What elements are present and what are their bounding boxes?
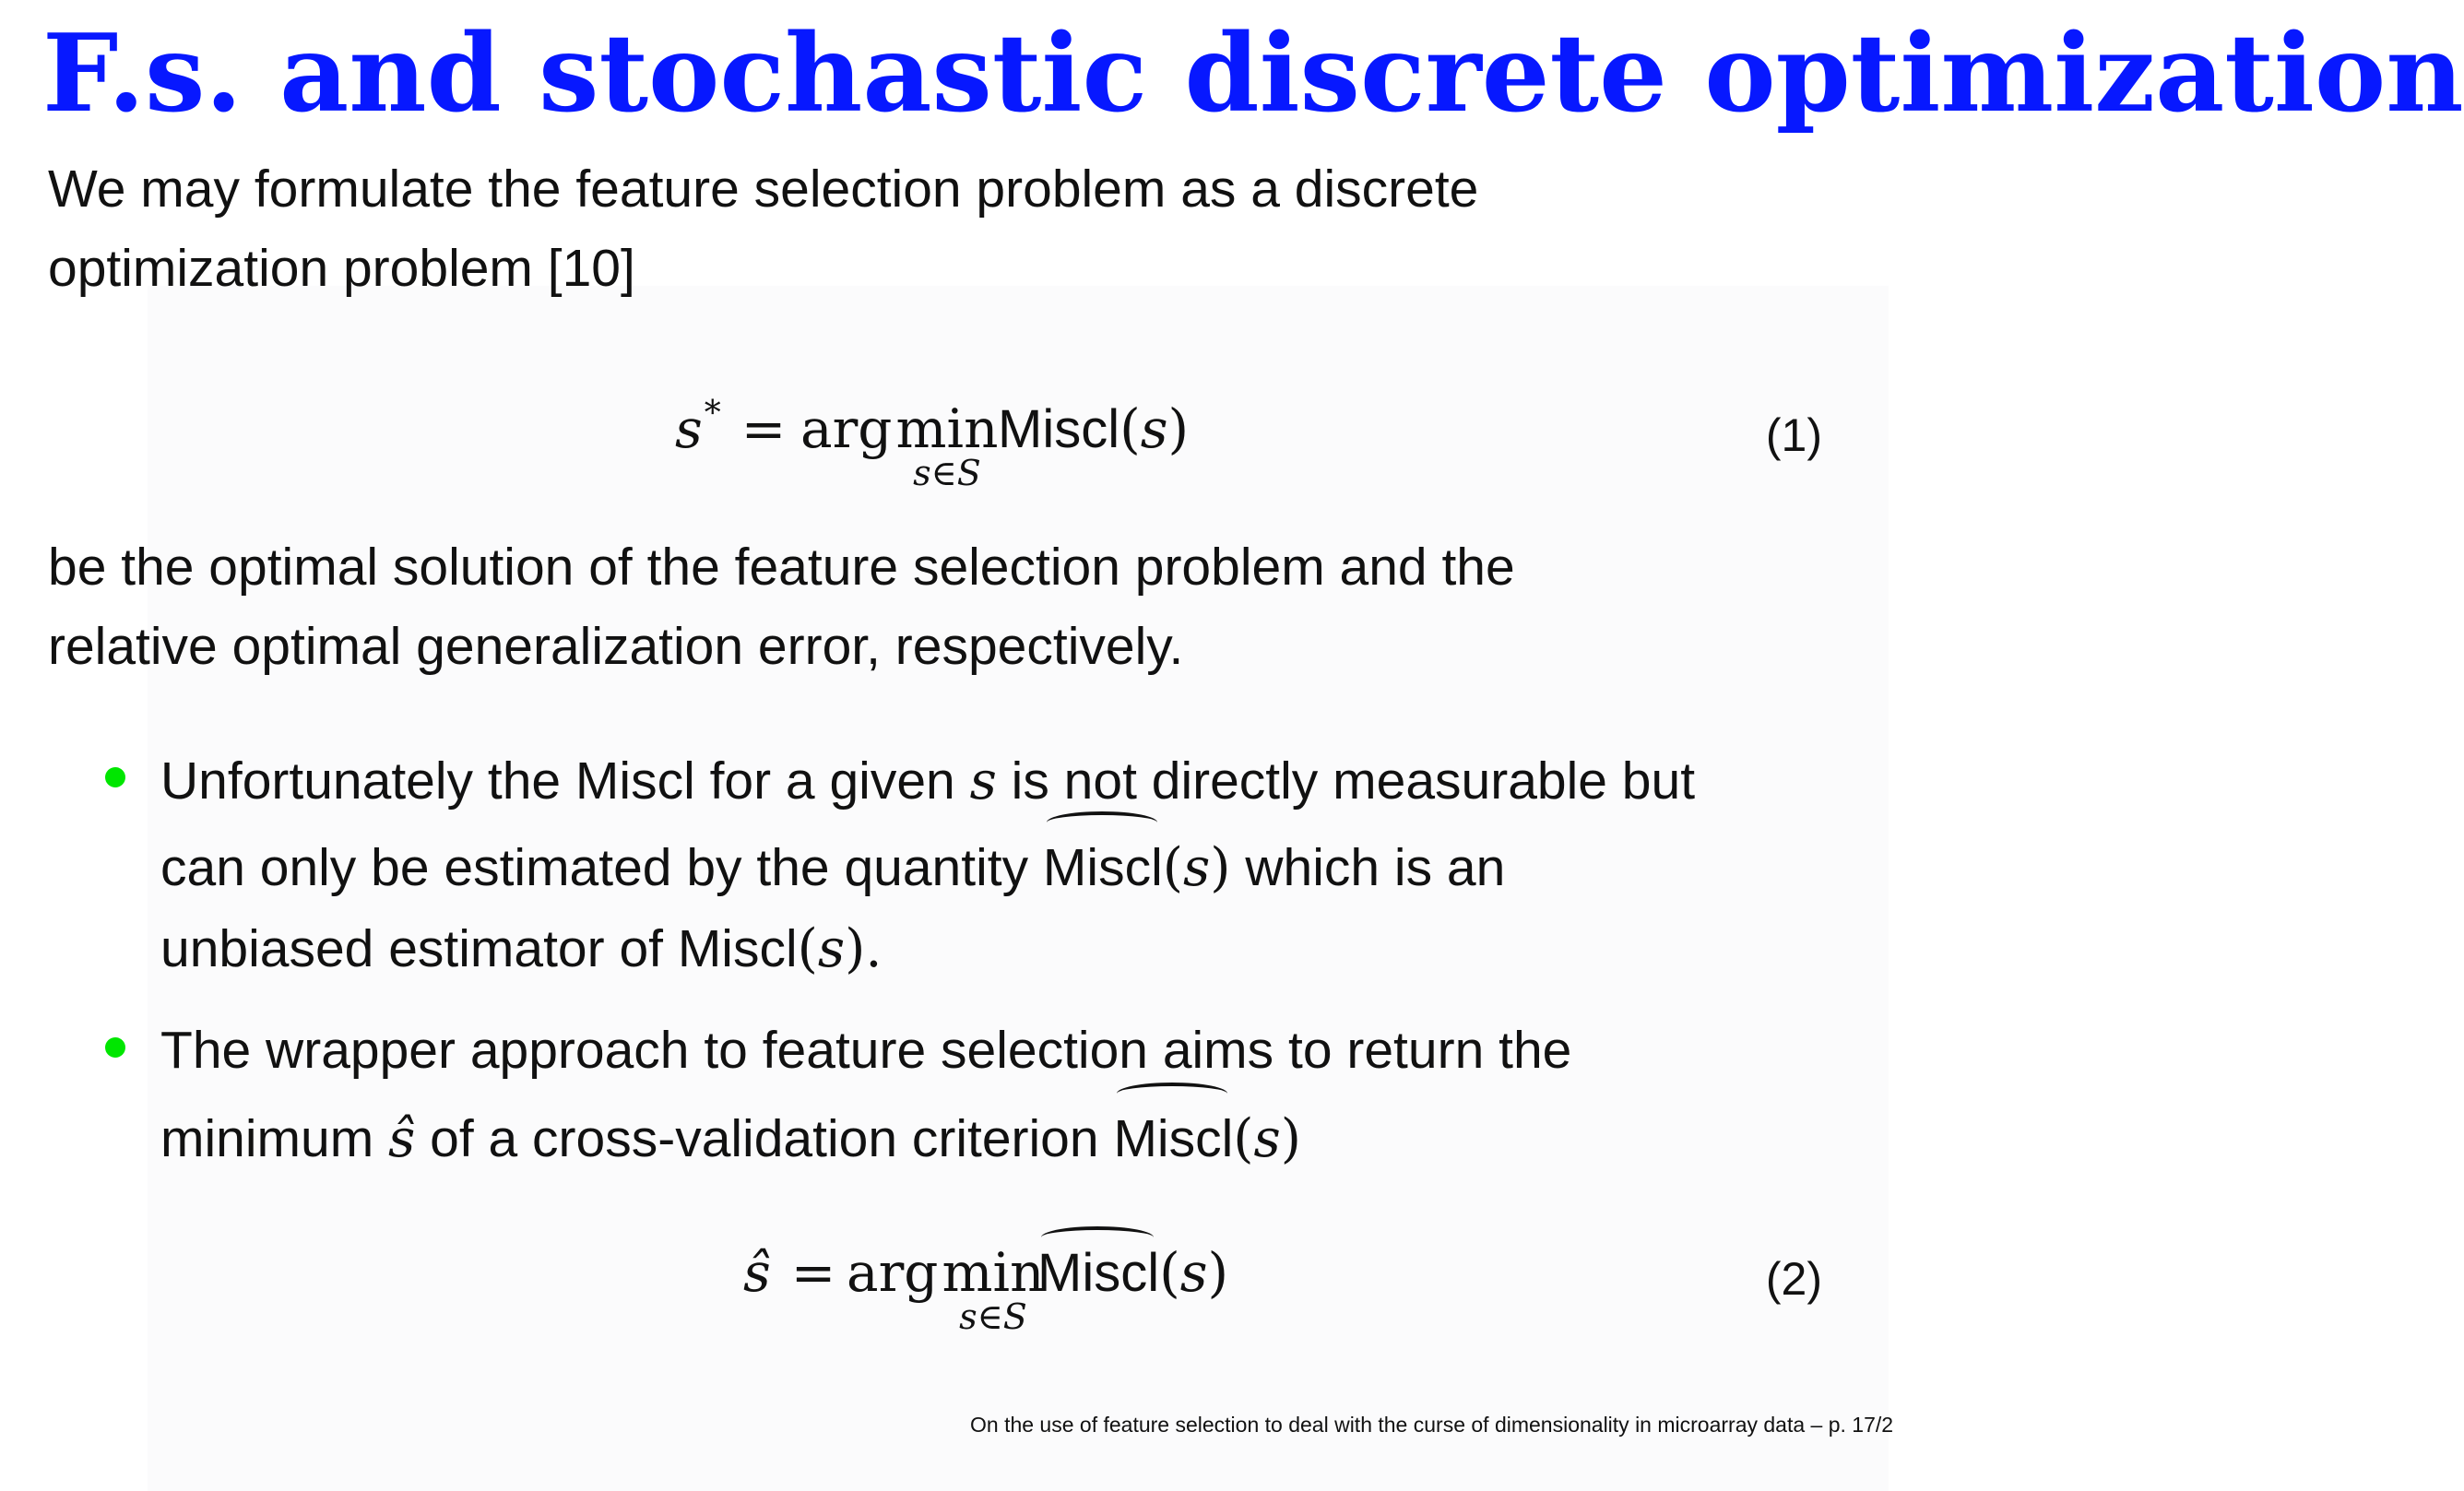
bullet-2-line-2 [160, 1097, 1301, 1180]
explanation-line-1: be the optimal solution of the feature selection problem and the [48, 538, 1515, 597]
min-operator: min [895, 397, 999, 460]
bullet-1-line-3-text-a: unbiased estimator of Miscl [160, 919, 798, 978]
equals-sign: = [740, 397, 787, 460]
bullet-2-s-variable: s [1253, 1108, 1281, 1169]
slide-title: F.s. and stochastic discrete optimization [42, 11, 2464, 136]
miscl-function: Miscl [998, 399, 1120, 459]
green-bullet-icon [105, 767, 125, 787]
wide-hat-icon [1117, 1083, 1227, 1105]
bullet-1-line-2-s-variable: s [1182, 837, 1211, 898]
arg-operator: arg [847, 1241, 939, 1304]
equation-2-lhs [743, 1240, 835, 1305]
estimated-s-variable: ŝ [743, 1241, 771, 1304]
equation-number-1: (1) [1765, 409, 1822, 461]
wide-hat-icon [1041, 1226, 1154, 1248]
cross-validation-miscl [1113, 1097, 1233, 1180]
min-operator: min [942, 1241, 1045, 1304]
bullet-1-s-variable: s [969, 751, 997, 811]
open-parenthesis: ( [1159, 1241, 1180, 1304]
argument-s-variable: s [1140, 397, 1168, 460]
bullet-1-line-2 [160, 826, 1505, 909]
close-parenthesis: ) [1167, 397, 1190, 460]
bullet-1-line-3-open-parenthesis: ( [797, 918, 818, 979]
bullet-2-open-parenthesis: ( [1233, 1108, 1254, 1169]
bullet-1-line-3-close: ). [845, 918, 883, 979]
wide-hat-icon [1047, 811, 1157, 834]
estimated-miscl [1037, 1241, 1159, 1306]
intro-line-1: We may formulate the feature selection problem as a discrete [48, 160, 1479, 219]
bullet-1-line-2-text-b: which is an [1230, 838, 1506, 897]
close-parenthesis: ) [1207, 1241, 1229, 1304]
bullet-1-open-parenthesis: ( [1162, 837, 1183, 898]
bullet-1-line-3-s-variable: s [817, 918, 846, 979]
equation-2-rhs [1037, 1240, 1228, 1306]
bullet-1-line-1 [160, 740, 1695, 822]
min-subscript: s∈S [913, 453, 981, 493]
explanation-line-2: relative optimal generalization error, respectively. [48, 617, 1184, 676]
bullet-1-close-parenthesis: ) [1210, 837, 1231, 898]
bullet-1-line-2-text-a: can only be estimated by the quantity [160, 838, 1043, 897]
argument-s-variable: s [1179, 1241, 1208, 1304]
optimal-s-variable: s [675, 397, 703, 460]
open-parenthesis: ( [1119, 397, 1141, 460]
bullet-2-line-1: The wrapper approach to feature selection aims to return the [160, 1021, 1572, 1080]
bullet-1-line-1-text-a: Unfortunately the Miscl for a given [160, 751, 970, 811]
estimated-miscl-label: Miscl [1042, 838, 1163, 897]
green-bullet-icon [105, 1037, 125, 1058]
estimated-miscl [1043, 826, 1163, 909]
cross-validation-miscl-label: Miscl [1113, 1109, 1234, 1168]
equals-sign: = [790, 1241, 836, 1304]
bullet-2-line-2-text-b: of a cross-validation criterion [415, 1109, 1114, 1168]
bullet-2-close-parenthesis: ) [1280, 1108, 1302, 1169]
bullet-1-line-1-text-b: is not directly measurable but [996, 751, 1696, 811]
estimated-miscl-label: Miscl [1037, 1243, 1160, 1303]
bullet-1-line-3 [160, 907, 883, 990]
min-operator-stack [933, 1240, 1053, 1336]
slide-footer: On the use of feature selection to deal with the curse of dimensionality in microarray data – p. 17/2 [970, 1413, 1894, 1437]
intro-line-2: optimization problem [10] [48, 239, 635, 298]
arg-operator: arg [800, 397, 893, 460]
equation-2 [0, 1240, 1889, 1351]
optimal-star-superscript: * [704, 395, 721, 432]
equation-number-2: (2) [1765, 1253, 1822, 1305]
s-hat-variable: ŝ [388, 1108, 416, 1169]
min-subscript: s∈S [959, 1296, 1027, 1337]
bullet-2-line-2-text-a: minimum [160, 1109, 389, 1168]
